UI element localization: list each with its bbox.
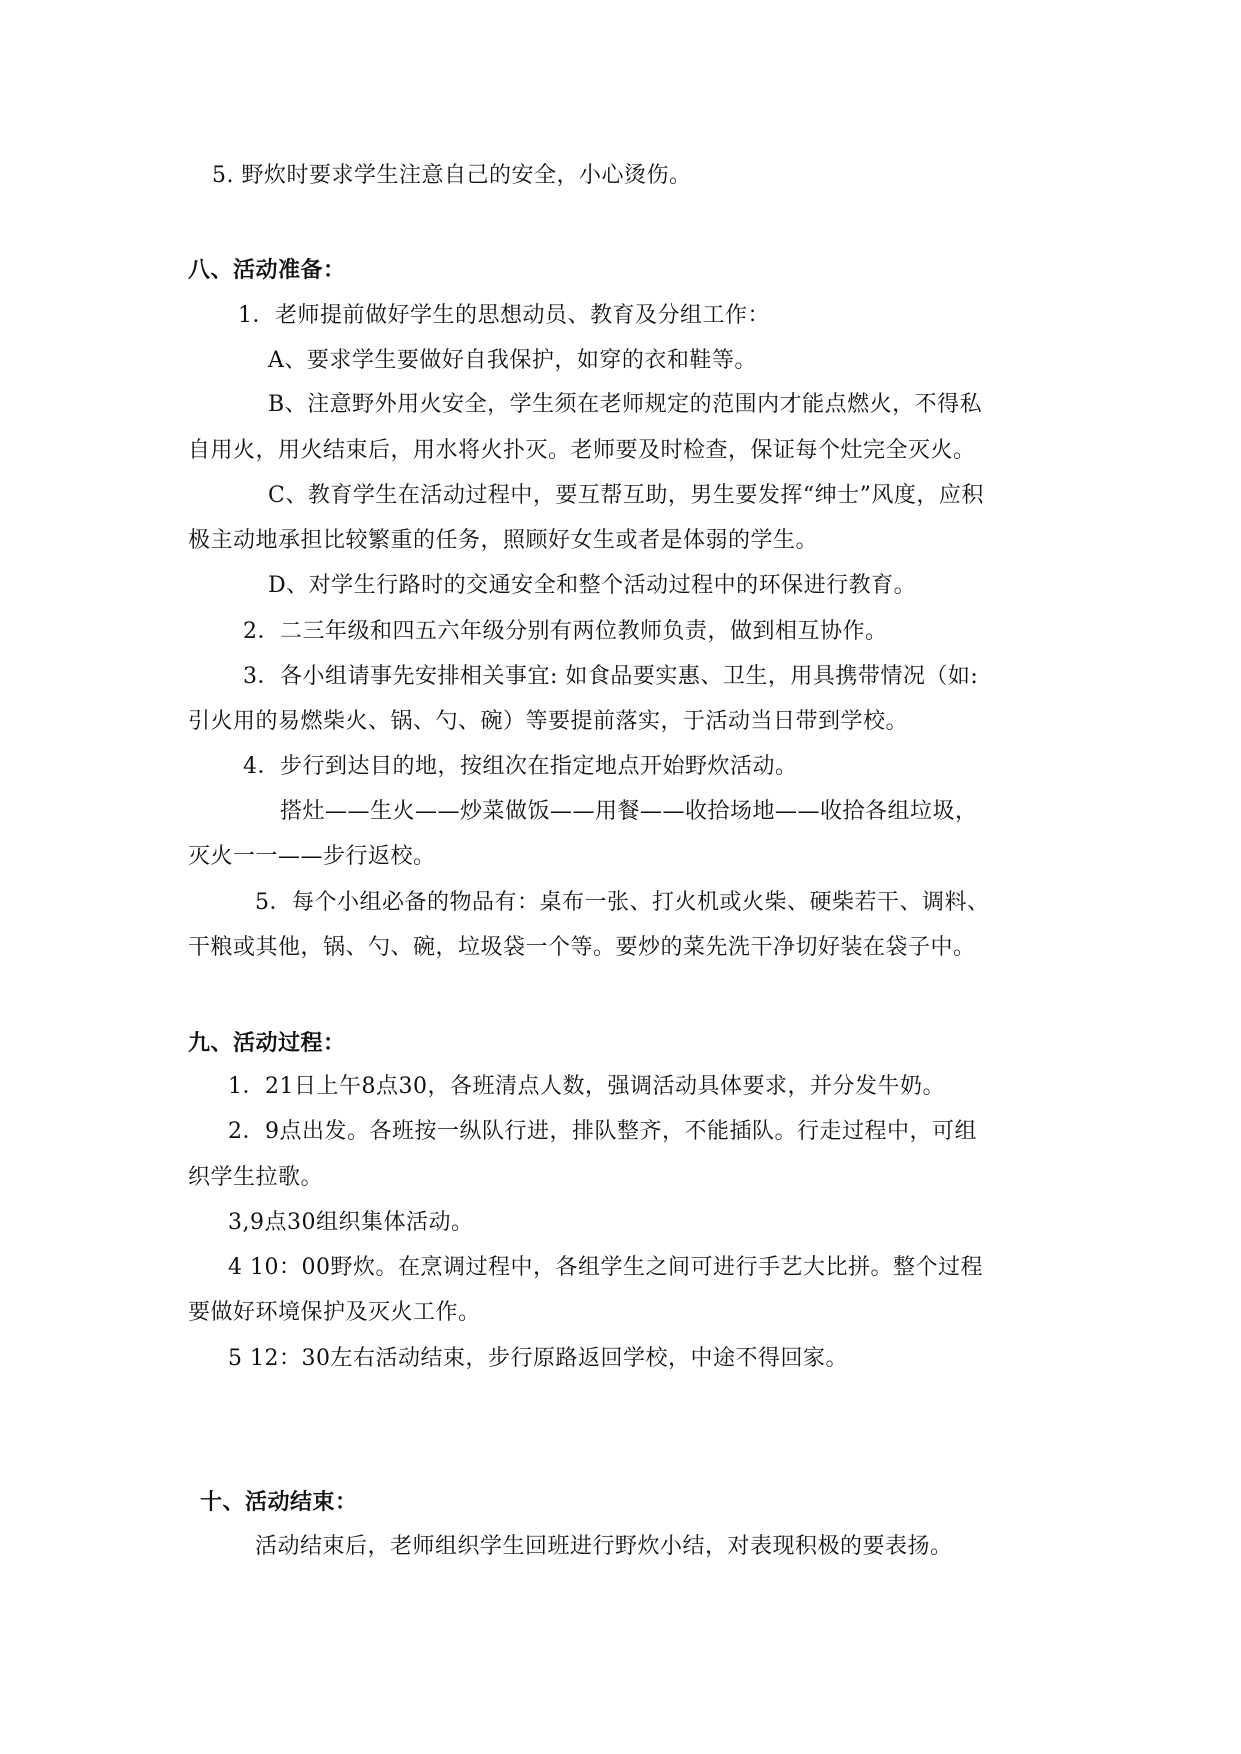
section-8-item-1-b-line-1: B、注意野外用火安全，学生须在老师规定的范围内才能点燃火，不得私 [268,392,983,417]
section-9-item-3: 3,9点30组织集体活动。 [228,1210,474,1235]
section-10-heading: 十、活动结束： [200,1489,358,1515]
section-9-item-4-line-2: 要做好环境保护及灭火工作。 [188,1300,481,1325]
section-8-item-4: 4．步行到达目的地，按组次在指定地点开始野炊活动。 [243,754,798,779]
section-8-item-1-b-line-2: 自用火，用火结束后，用水将火扑灭。老师要及时检查，保证每个灶完全灭火。 [188,438,976,463]
section-8-item-1-a: A、要求学生要做好自我保护，如穿的衣和鞋等。 [268,348,757,373]
section-8-item-3-line-2: 引火用的易燃柴火、锅、勺、碗）等要提前落实，于活动当日带到学校。 [188,709,909,734]
activity-flow-line-2: 灭火一一——步行返校。 [188,844,436,869]
section-9-item-2-line-1: 2．9点出发。各班按一纵队行进，排队整齐，不能插队。行走过程中，可组 [228,1119,977,1144]
section-8-item-5-line-1: 5．每个小组必备的物品有：桌布一张、打火机或火柴、硬柴若干、调料、 [255,890,990,915]
section-8-item-1-c-line-2: 极主动地承担比较繁重的任务，照顾好女生或者是体弱的学生。 [188,528,819,553]
section-9-item-1: 1．21日上午8点30，各班清点人数，强调活动具体要求，并分发牛奶。 [228,1074,945,1099]
section-8-item-1: 1．老师提前做好学生的思想动员、教育及分组工作： [238,303,770,328]
section-8-item-2: 2．二三年级和四五六年级分别有两位教师负责，做到相互协作。 [243,619,888,644]
section-9-item-5: 5 12：30左右活动结束，步行原路返回学校，中途不得回家。 [228,1346,848,1371]
activity-flow-line-1: 搭灶——生火——炒菜做饭——用餐——收拾场地——收拾各组垃圾， [280,799,978,824]
item-prev-5: 5. 野炊时要求学生注意自己的安全，小心烫伤。 [212,163,692,188]
section-9-item-2-line-2: 织学生拉歌。 [188,1165,324,1190]
section-9-item-4-line-1: 4 10：00野炊。在烹调过程中，各组学生之间可进行手艺大比拼。整个过程 [228,1255,983,1280]
section-8-item-1-c-line-1: C、教育学生在活动过程中，要互帮互助，男生要发挥“绅士”风度，应积 [268,483,984,508]
section-8-item-1-d: D、对学生行路时的交通安全和整个活动过程中的环保进行教育。 [268,573,917,598]
section-8-item-5-line-2: 干粮或其他，锅、勺、碗，垃圾袋一个等。要炒的菜先洗干净切好装在袋子中。 [188,935,976,960]
section-8-heading: 八、活动准备： [188,257,346,283]
section-10-body: 活动结束后，老师组织学生回班进行野炊小结，对表现积极的要表扬。 [255,1534,953,1559]
section-8-item-3-line-1: 3．各小组请事先安排相关事宜: 如食品要实惠、卫生，用具携带情况（如: [243,664,979,689]
section-9-heading: 九、活动过程： [188,1030,346,1056]
